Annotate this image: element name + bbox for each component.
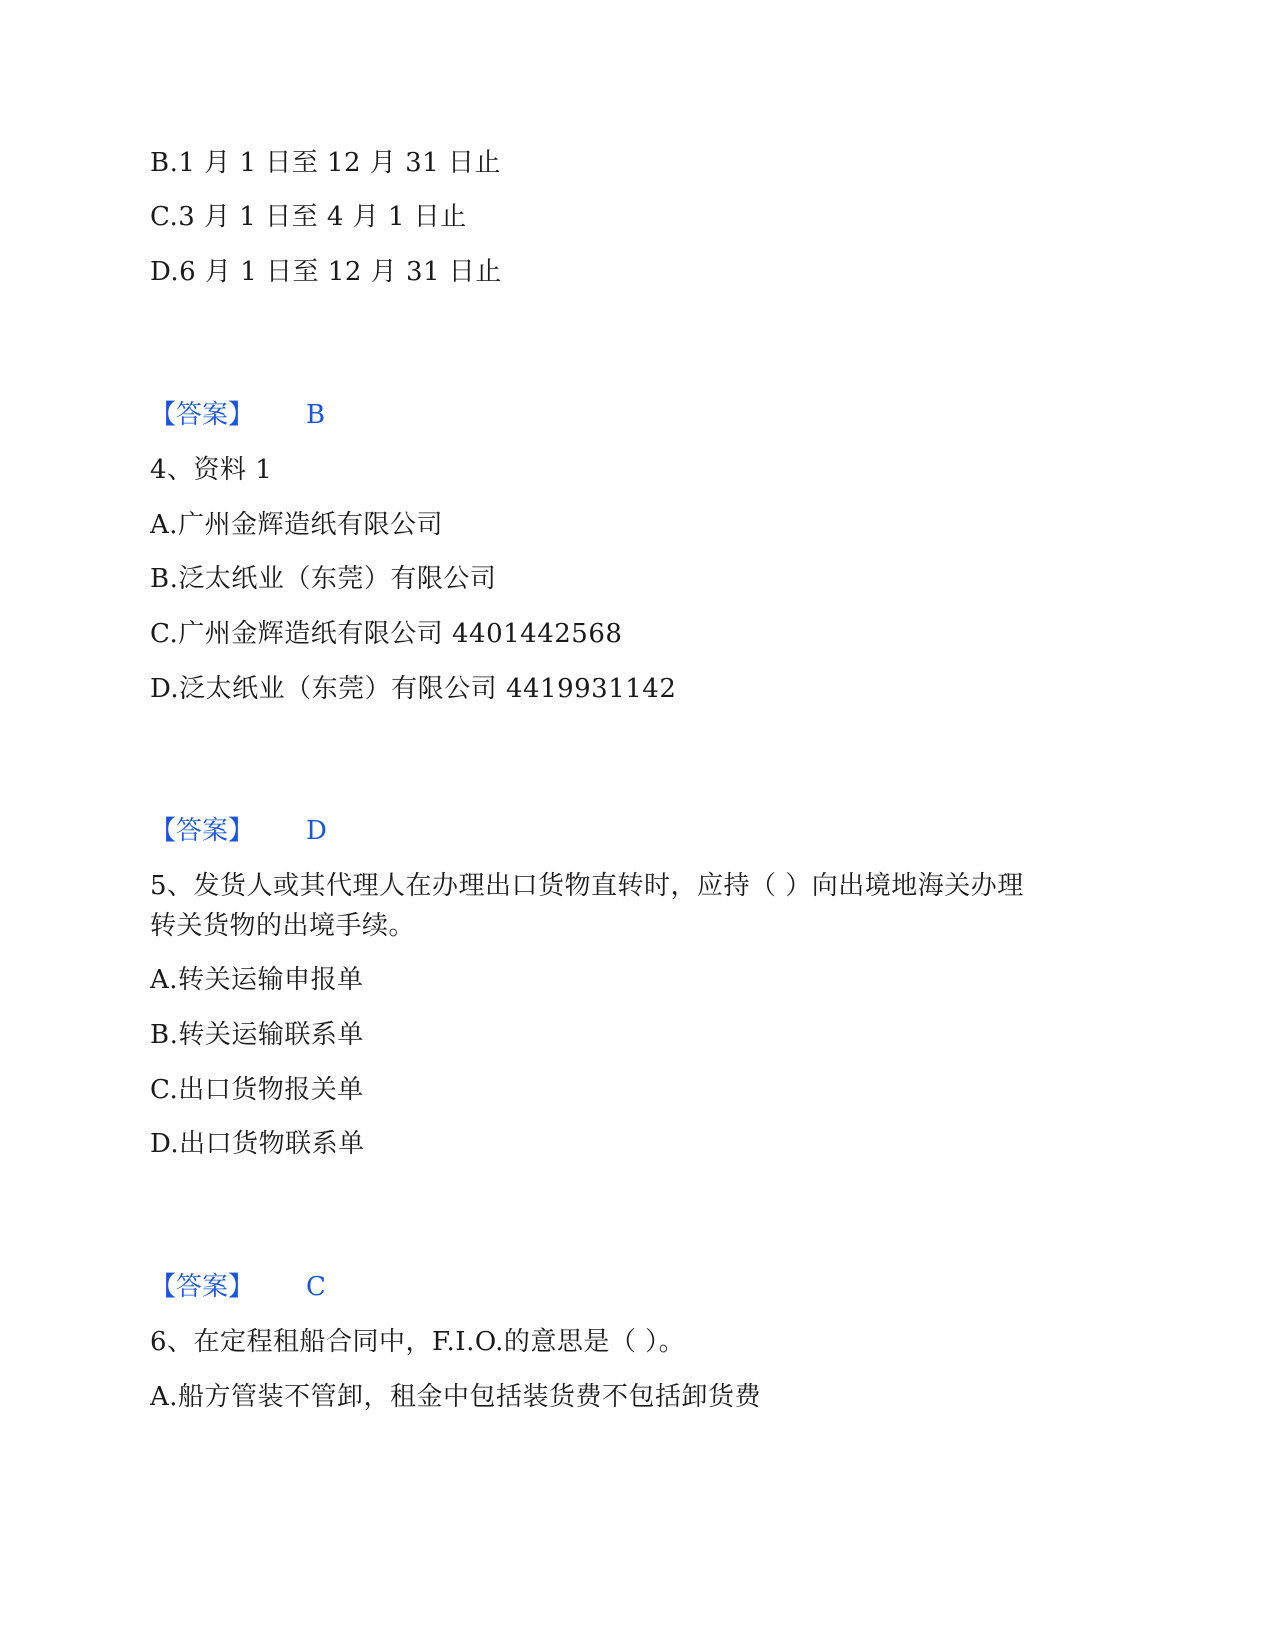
q3-answer [150,398,325,432]
answer-label: 【答案】 [150,816,255,846]
q5-option-b: B.转关运输联系单 [150,1020,364,1050]
q4-stem: 4、资料 1 [150,455,273,485]
q5-stem-line1: 5、发货人或其代理人在办理出口货物直转时，应持（ ）向出境地海关办理 [150,871,1024,901]
q5-option-a: A.转关运输申报单 [150,965,364,995]
q5-answer [150,1270,326,1304]
q4-option-d: D.泛太纸业（东莞）有限公司 4419931142 [150,674,677,704]
q6-option-a: A.船方管装不管卸，租金中包括装货费不包括卸货费 [150,1382,762,1412]
q4-option-b: B.泛太纸业（东莞）有限公司 [150,564,497,594]
q5-stem-line2: 转关货物的出境手续。 [150,911,416,941]
q3-option-b: B.1 月 1 日至 12 月 31 日止 [150,148,501,178]
q4-option-c: C.广州金辉造纸有限公司 4401442568 [150,619,623,649]
q6-stem: 6、在定程租船合同中，F.I.O.的意思是（ ）。 [150,1327,686,1357]
answer-value: C [306,1272,326,1302]
q3-option-d: D.6 月 1 日至 12 月 31 日止 [150,257,502,287]
answer-value: D [306,816,327,846]
q5-option-d: D.出口货物联系单 [150,1129,365,1159]
q4-option-a: A.广州金辉造纸有限公司 [150,510,444,540]
q4-answer [150,814,327,848]
answer-value: B [306,400,326,430]
answer-label: 【答案】 [150,400,255,430]
q3-option-c: C.3 月 1 日至 4 月 1 日止 [150,202,467,232]
answer-label: 【答案】 [150,1272,255,1302]
q5-option-c: C.出口货物报关单 [150,1075,364,1105]
